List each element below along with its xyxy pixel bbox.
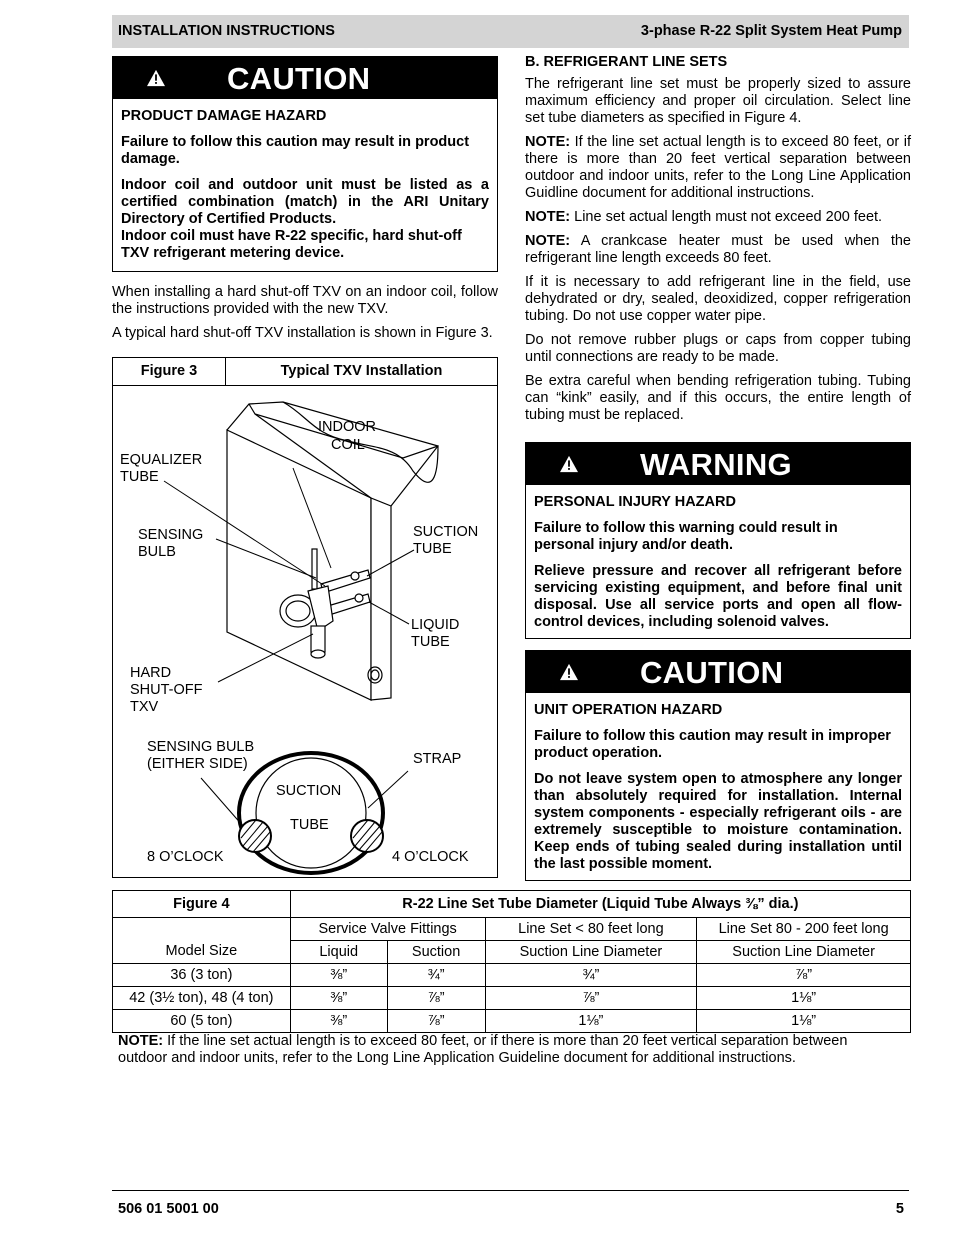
cell-lt80: ⅞” bbox=[485, 987, 697, 1010]
figure-label: Figure 4 bbox=[113, 891, 291, 918]
figure-4-table bbox=[112, 890, 911, 1033]
table-note bbox=[118, 1033, 888, 1067]
cell-suction: ¾” bbox=[387, 964, 485, 987]
warning-word: WARNING bbox=[640, 446, 792, 482]
label-liquid-tube: TUBE bbox=[411, 634, 450, 650]
warning-banner bbox=[526, 443, 910, 485]
cell-liquid: ⅜” bbox=[290, 1010, 387, 1033]
document-number: 506 01 5001 00 bbox=[118, 1201, 219, 1217]
warning-body bbox=[526, 485, 910, 638]
hazard-title: PRODUCT DAMAGE HAZARD bbox=[121, 108, 327, 124]
caution-word: CAUTION bbox=[640, 654, 784, 690]
table-title-row bbox=[113, 891, 911, 918]
label-coil: COIL bbox=[331, 437, 365, 453]
cell-lt80: 1⅛” bbox=[485, 1010, 697, 1033]
txv-installation-drawing bbox=[113, 386, 497, 877]
warning-triangle-icon bbox=[560, 455, 578, 473]
hazard-text: Do not leave system open to atmosphere any longer than absolutely required for installation. Internal system components - especially refrigerant oils - are extremely susceptible to moisture contamination. Keep ends of tubing sealed during installation until the last possible moment. bbox=[534, 771, 902, 872]
label-bulb: BULB bbox=[138, 544, 176, 560]
hazard-title: PERSONAL INJURY HAZARD bbox=[534, 494, 736, 510]
figure-3 bbox=[112, 357, 498, 878]
caution-body bbox=[526, 693, 910, 880]
table-row bbox=[113, 1010, 911, 1033]
label-liquid: LIQUID bbox=[411, 617, 460, 633]
cell-lt80: ¾” bbox=[485, 964, 697, 987]
label-suction-tube: TUBE bbox=[413, 541, 452, 557]
label-4-oclock: 4 O’CLOCK bbox=[392, 849, 469, 865]
group-header: Line Set 80 - 200 feet long bbox=[697, 918, 911, 941]
note-text: If the line set actual length is to exceed 80 feet, or if there is more than 20 feet vertical separation between outdoor and indoor units, refer to the Long Line Application Guidline document for additional instructions. bbox=[525, 134, 911, 201]
hazard-text: Failure to follow this caution may result in product damage. bbox=[121, 134, 470, 167]
caution-banner bbox=[113, 57, 497, 99]
model-size-cell-top bbox=[113, 918, 291, 941]
warning-triangle-icon bbox=[560, 663, 578, 681]
warning-box-personal-injury bbox=[525, 442, 911, 639]
label-shutoff: SHUT-OFF bbox=[130, 682, 203, 698]
header-product-title: 3-phase R-22 Split System Heat Pump bbox=[640, 23, 902, 39]
label-txv: TXV bbox=[130, 699, 159, 715]
figure-3-header bbox=[113, 358, 497, 386]
cell-liquid: ⅜” bbox=[290, 964, 387, 987]
column-header: Suction Line Diameter bbox=[485, 941, 697, 964]
label-indoor: INDOOR bbox=[318, 419, 376, 435]
hazard-title: UNIT OPERATION HAZARD bbox=[534, 702, 723, 718]
caution-box-product-damage bbox=[112, 56, 498, 272]
label-equalizer-tube: TUBE bbox=[120, 469, 159, 485]
body-paragraph: The refrigerant line set must be properly sized to assure maximum efficiency and proper oil circulation. Select line set tube diameters as specified in Figure 4. bbox=[525, 76, 911, 126]
hazard-text: Failure to follow this caution may result in improper product operation. bbox=[534, 728, 891, 761]
body-paragraph: If it is necessary to add refrigerant line in the field, use dehydrated or dry, sealed, deoxidized, copper refrigeration tubing. Do not use copper water pipe. bbox=[525, 274, 911, 324]
label-equalizer: EQUALIZER bbox=[120, 452, 203, 468]
left-column bbox=[112, 56, 498, 349]
cell-gt80: ⅞” bbox=[697, 964, 911, 987]
table-row bbox=[113, 987, 911, 1010]
strap-section-detail bbox=[239, 753, 383, 873]
label-strap: STRAP bbox=[413, 751, 462, 767]
figure-title: Typical TXV Installation bbox=[280, 363, 443, 379]
group-header: Service Valve Fittings bbox=[290, 918, 485, 941]
body-paragraph: Do not remove rubber plugs or caps from copper tubing until connections are ready to be made. bbox=[525, 332, 911, 365]
warning-triangle-icon bbox=[147, 69, 165, 87]
note-label: NOTE: bbox=[525, 209, 571, 225]
cell-gt80: 1⅛” bbox=[697, 987, 911, 1010]
label-tube-inner: TUBE bbox=[290, 817, 329, 833]
cell-suction: ⅞” bbox=[387, 987, 485, 1010]
page-number: 5 bbox=[895, 1201, 904, 1217]
note-text: If the line set actual length is to exceed 80 feet, or if there is more than 20 feet vertical separation between outdoor and indoor units, refer to the Long Line Application Guideline document for additional instructions. bbox=[118, 1033, 848, 1066]
right-column bbox=[525, 54, 911, 881]
hazard-text: Failure to follow this warning could result in personal injury and/or death. bbox=[534, 520, 838, 553]
body-paragraph: A typical hard shut-off TXV installation is shown in Figure 3. bbox=[112, 325, 493, 341]
column-header: Model Size bbox=[113, 941, 291, 964]
hazard-text: Relieve pressure and recover all refrigerant before servicing existing equipment, and before final unit disposal. Use all service ports and open all flow-control devices, including solenoid valves. bbox=[534, 563, 902, 630]
cell-liquid: ⅜” bbox=[290, 987, 387, 1010]
note-paragraph bbox=[525, 209, 911, 226]
cell-model: 60 (5 ton) bbox=[113, 1010, 291, 1033]
header-section-title: INSTALLATION INSTRUCTIONS bbox=[118, 23, 335, 39]
figure-label: Figure 3 bbox=[113, 358, 226, 385]
label-8-oclock: 8 O’CLOCK bbox=[147, 849, 224, 865]
body-paragraph: When installing a hard shut-off TXV on an indoor coil, follow the instructions provided with the new TXV. bbox=[112, 284, 498, 317]
caution-banner bbox=[526, 651, 910, 693]
note-text: Line set actual length must not exceed 200 feet. bbox=[570, 209, 883, 225]
note-label: NOTE: bbox=[525, 134, 571, 150]
note-label: NOTE: bbox=[525, 233, 571, 249]
body-paragraph: Be extra careful when bending refrigeration tubing. Tubing can “kink” easily, and if this occurs, the entire length of tubing must be replaced. bbox=[525, 373, 911, 423]
note-paragraph bbox=[525, 134, 911, 202]
label-sensing: SENSING bbox=[138, 527, 204, 543]
page-footer bbox=[118, 1201, 904, 1218]
hazard-text: Indoor coil must have R-22 specific, hard shut-off TXV refrigerant metering device. bbox=[121, 228, 462, 261]
cell-gt80: 1⅛” bbox=[697, 1010, 911, 1033]
note-text: A crankcase heater must be used when the refrigerant line length exceeds 80 feet. bbox=[525, 233, 911, 266]
note-paragraph bbox=[525, 233, 911, 267]
table-group-header-row bbox=[113, 918, 911, 941]
note-label: NOTE: bbox=[118, 1033, 164, 1049]
label-suction: SUCTION bbox=[413, 524, 479, 540]
figure-title: R-22 Line Set Tube Diameter (Liquid Tube Always ⅜” dia.) bbox=[290, 891, 910, 918]
label-hard: HARD bbox=[130, 665, 172, 681]
page-header bbox=[112, 15, 909, 48]
cell-model: 42 (3½ ton), 48 (4 ton) bbox=[113, 987, 291, 1010]
table-column-header-row bbox=[113, 941, 911, 964]
column-header: Suction bbox=[387, 941, 485, 964]
table-row bbox=[113, 964, 911, 987]
footer-divider bbox=[112, 1190, 909, 1191]
cell-model: 36 (3 ton) bbox=[113, 964, 291, 987]
hazard-text: Indoor coil and outdoor unit must be listed as a certified combination (match) in the ARI Unitary Directory of Certified Products. bbox=[121, 177, 489, 227]
column-header: Suction Line Diameter bbox=[697, 941, 911, 964]
label-sensing-bulb: SENSING BULB bbox=[147, 739, 255, 755]
group-header: Line Set < 80 feet long bbox=[485, 918, 697, 941]
section-heading: B. REFRIGERANT LINE SETS bbox=[525, 54, 728, 70]
column-header: Liquid bbox=[290, 941, 387, 964]
caution-body bbox=[113, 99, 497, 271]
cell-suction: ⅞” bbox=[387, 1010, 485, 1033]
caution-box-unit-operation bbox=[525, 650, 911, 881]
label-suction-inner: SUCTION bbox=[276, 783, 342, 799]
caution-word: CAUTION bbox=[227, 60, 371, 96]
label-either-side: (EITHER SIDE) bbox=[147, 756, 248, 772]
